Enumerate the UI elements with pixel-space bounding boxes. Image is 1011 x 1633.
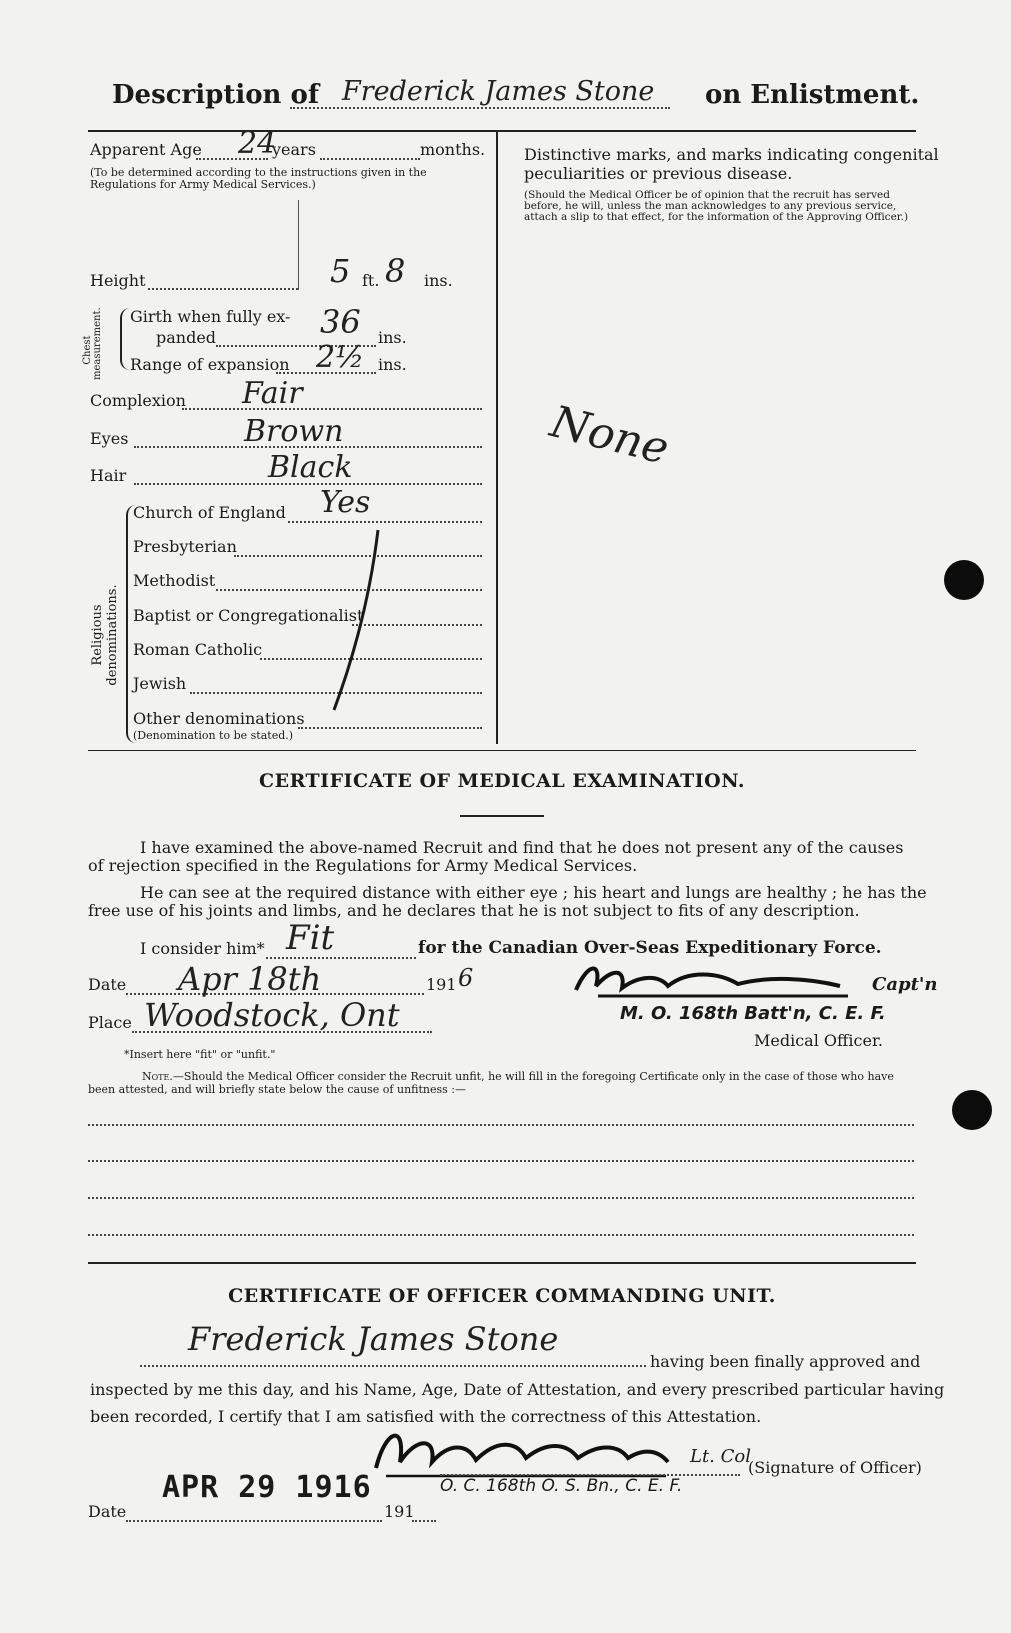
denomination-line-7 (298, 727, 482, 729)
denomination-label-6: Jewish (133, 674, 187, 693)
recruit-name: Frederick James Stone (342, 76, 655, 107)
complexion-line (182, 408, 482, 410)
eyes-value: Brown (244, 414, 344, 449)
denomination-label-2: Presbyterian (133, 537, 237, 556)
place-value: Woodstock, Ont (144, 996, 400, 1034)
medical-officer-label: Medical Officer. (754, 1031, 883, 1050)
unfitness-line-4 (88, 1234, 914, 1236)
punch-hole-bottom (952, 1090, 992, 1130)
place-label: Place (88, 1013, 132, 1032)
chest-label: Chest measurement. (82, 307, 103, 380)
years-label: years (272, 140, 316, 159)
denomination-label-4: Baptist or Congregationalist (133, 606, 364, 625)
commanding-name: Frederick James Stone (188, 1320, 559, 1358)
section-rule-2 (88, 1262, 916, 1264)
height-label: Height (90, 271, 146, 290)
denomination-label-1: Church of England (133, 503, 286, 522)
eyes-label: Eyes (90, 429, 129, 448)
commanding-date-stamp: APR 29 1916 (162, 1470, 372, 1505)
range-value: 2½ (316, 340, 365, 375)
commanding-date-label: Date (88, 1502, 127, 1521)
medical-para1-a: I have examined the above-named Recruit and find that he does not present any of the causes (140, 838, 904, 857)
range-ins-label: ins. (378, 355, 407, 374)
complexion-label: Complexion (90, 391, 186, 410)
commanding-title: CERTIFICATE OF OFFICER COMMANDING UNIT. (228, 1285, 776, 1307)
denomination-stroke (320, 520, 400, 720)
commanding-name-line (140, 1365, 646, 1367)
height-line (148, 288, 298, 290)
commanding-date-year-prefix: 191 (384, 1502, 415, 1521)
hair-value: Black (268, 450, 353, 485)
commanding-text-1: having been finally approved and (650, 1352, 921, 1371)
apparent-age-value: 24 (238, 126, 277, 161)
commanding-date-year-line (412, 1520, 436, 1522)
denomination-note: (Denomination to be stated.) (133, 729, 294, 742)
medical-officer-signature (568, 956, 868, 1006)
height-in-value: 8 (385, 252, 406, 290)
header-rule (88, 130, 916, 132)
left-inner-divider (298, 200, 299, 290)
chest-brace (120, 308, 130, 370)
commanding-officer-stamp: O. C. 168th O. S. Bn., C. E. F. (440, 1476, 683, 1496)
commanding-rank: Lt. Col (690, 1446, 751, 1467)
apparent-age-label: Apparent Age (90, 140, 202, 159)
denomination-value-1: Yes (320, 485, 371, 520)
note-label: Note. (142, 1070, 173, 1083)
ft-label: ft. (362, 271, 380, 290)
consider-suffix: for the Canadian Over-Seas Expeditionary Force. (418, 938, 882, 958)
complexion-value: Fair (242, 376, 303, 411)
medical-title-rule (460, 815, 544, 817)
insert-note: *Insert here "fit" or "unfit." (124, 1048, 276, 1061)
marks-note: (Should the Medical Officer be of opinion that the recruit has served before, he will, unless the man acknowledges to any previous service, attach a slip to that effect, for the information of the Approving Officer.) (524, 189, 909, 223)
medical-signature-title: Capt'n (872, 974, 938, 995)
consider-value: Fit (286, 918, 335, 958)
header-name-line (290, 107, 670, 109)
note-text (88, 1070, 914, 1096)
commanding-text-3: been recorded, I certify that I am satisfied with the correctness of this Attestation. (90, 1407, 762, 1426)
girth-ins-label: ins. (378, 328, 407, 347)
commanding-text-2: inspected by me this day, and his Name, Age, Date of Attestation, and every prescribed particular having (90, 1380, 945, 1399)
header-prefix: Description of (112, 80, 320, 110)
medical-date-label: Date (88, 975, 127, 994)
unfitness-line-2 (88, 1160, 914, 1162)
note-body: —Should the Medical Officer consider the Recruit unfit, he will fill in the foregoing Certificate only in the case of those who have been attested, and will briefly state below the cause of unfitness :— (88, 1070, 894, 1096)
girth-value: 36 (320, 303, 361, 341)
ins-label: ins. (424, 271, 453, 290)
medical-para2-a: He can see at the required distance with either eye ; his heart and lungs are healthy ; he has the (140, 883, 927, 902)
months-line (320, 158, 420, 160)
medical-date-year-prefix: 191 (426, 975, 457, 994)
unfitness-line-3 (88, 1197, 914, 1199)
column-divider (496, 132, 498, 744)
medical-title: CERTIFICATE OF MEDICAL EXAMINATION. (258, 770, 745, 792)
denomination-label-5: Roman Catholic (133, 640, 263, 659)
hair-label: Hair (90, 466, 127, 485)
consider-label: I consider him* (140, 939, 265, 958)
girth-label-1: Girth when fully ex- (130, 307, 291, 326)
denomination-label-3: Methodist (133, 571, 216, 590)
section-rule-1 (88, 750, 916, 751)
commanding-signature-label: (Signature of Officer) (748, 1458, 922, 1477)
denomination-label-7: Other denominations (133, 709, 305, 728)
medical-date-year-value: 6 (458, 964, 474, 992)
commanding-date-line (126, 1520, 382, 1522)
height-ft-value: 5 (330, 252, 351, 290)
marks-heading-1: Distinctive marks, and marks indicating congenital (524, 145, 939, 164)
religious-label: Religious denominations. (90, 584, 120, 686)
punch-hole-top (944, 560, 984, 600)
medical-officer-stamp: M. O. 168th Batt'n, C. E. F. (620, 1003, 886, 1024)
medical-date-value: Apr 18th (178, 960, 322, 998)
girth-label-2: panded (156, 328, 217, 347)
marks-heading-2: peculiarities or previous disease. (524, 164, 793, 183)
unfitness-line-1 (88, 1124, 914, 1126)
range-label: Range of expansion (130, 355, 290, 374)
marks-value: None (545, 396, 674, 475)
medical-para1-b: of rejection specified in the Regulations for Army Medical Services. (88, 856, 638, 875)
months-label: months. (420, 140, 486, 159)
age-note: (To be determined according to the instructions given in the Regulations for Army Medical Services.) (90, 166, 427, 191)
medical-para2-b: free use of his joints and limbs, and he declares that he is not subject to fits of any description. (88, 901, 860, 920)
header-suffix: on Enlistment. (705, 80, 920, 110)
